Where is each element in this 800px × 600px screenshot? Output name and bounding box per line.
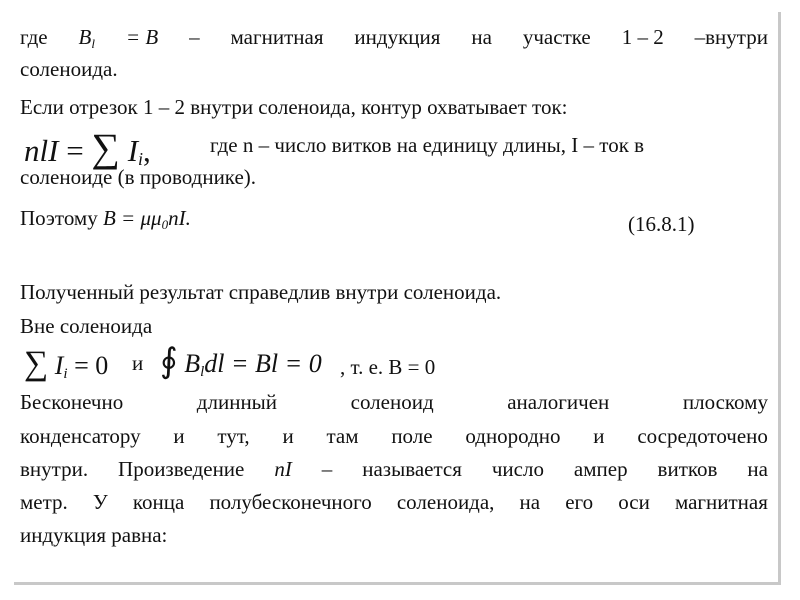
text-line-6: Поэтому $B = \mu\mu_0nI$. (20, 206, 191, 232)
word: полубесконечного (209, 490, 372, 514)
word: и (173, 424, 185, 448)
word: и (282, 424, 294, 448)
word: У (92, 490, 108, 514)
text-line-8: Вне соленоида (20, 314, 153, 338)
word-and: и (132, 351, 144, 375)
text-line-2: соленоида. (20, 57, 118, 81)
word: поле (391, 424, 433, 448)
word: соленоид (350, 390, 434, 414)
word: называется (362, 457, 462, 481)
text-line-7: Полученный результат справедлив внутри соленоида. (20, 280, 502, 304)
word: 1 – 2 (621, 25, 664, 49)
text-line-13 (20, 489, 768, 516)
word: конца (132, 490, 185, 514)
word: на (747, 457, 768, 481)
text-line-9-tail: , т. е. B = 0 (340, 355, 436, 379)
word: магнитная (230, 25, 324, 49)
text-line-5: соленоиде (в проводнике). (20, 165, 257, 189)
word: магнитная (674, 490, 768, 514)
text-line-11 (20, 423, 768, 450)
word: сосредоточено (637, 424, 768, 448)
word: на (471, 25, 492, 49)
word: = B (125, 25, 159, 49)
word: участке (522, 25, 591, 49)
word: внутри. (20, 457, 89, 481)
word: и (593, 424, 605, 448)
text-line-14: индукция равна: (20, 523, 168, 547)
word: число (491, 457, 544, 481)
word: – (321, 457, 333, 481)
word: на (519, 490, 541, 514)
text-line-4: где n – число витков на единицу длины, I – ток в (210, 133, 645, 157)
word: конденсатору (20, 424, 141, 448)
word: соленоида, (396, 490, 495, 514)
word: витков (657, 457, 718, 481)
word: метр. (20, 490, 68, 514)
word: там (326, 424, 359, 448)
word: где (20, 25, 48, 49)
text-line-3: Если отрезок 1 – 2 внутри соленоида, контур охватывает ток: (20, 95, 568, 119)
word: его (565, 490, 594, 514)
word: аналогичен (507, 390, 610, 414)
word: nI (274, 457, 292, 481)
formula-circulation-integral: ∮ $B_ldl = Bl = 0$ (160, 343, 322, 380)
word: длинный (196, 390, 278, 414)
symbol-b-l: $B_l$ (78, 25, 95, 51)
word: – (189, 25, 200, 49)
formula-nlI-sum: nlI = ∑ $I_i$, (24, 125, 151, 170)
formula-sum-zero: ∑ $I_i = 0$ (24, 345, 109, 382)
word: ампер (573, 457, 628, 481)
word: Бесконечно (20, 390, 124, 414)
word: оси (618, 490, 650, 514)
text-line-1 (20, 24, 768, 57)
equation-number: (16.8.1) (628, 212, 695, 236)
text-line-12 (20, 456, 768, 483)
word: –внутри (694, 25, 768, 49)
word: тут, (217, 424, 250, 448)
word: индукция (354, 25, 441, 49)
word: однородно (465, 424, 561, 448)
word: плоскому (682, 390, 768, 414)
text-line-10 (20, 389, 768, 416)
word: Произведение (118, 457, 245, 481)
